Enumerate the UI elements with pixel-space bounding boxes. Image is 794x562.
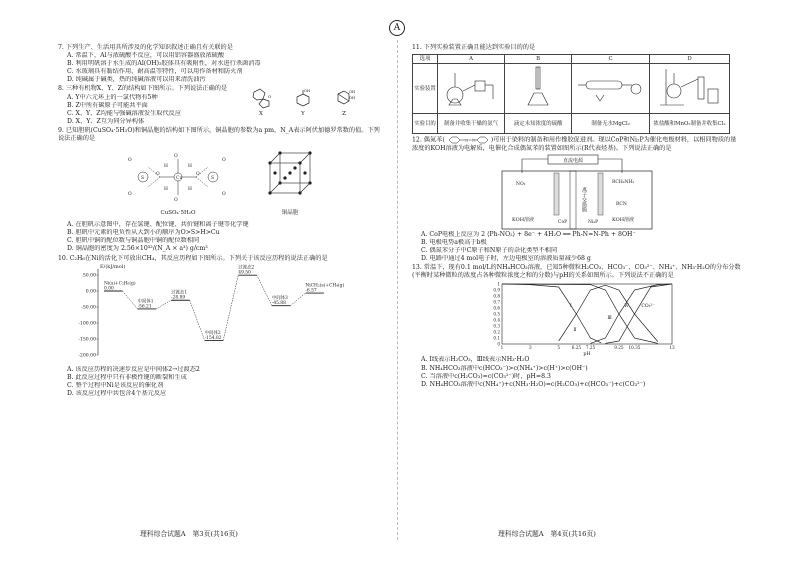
energy-state-name: 过渡态1 [171, 290, 188, 296]
q12-option-a: A. CoP电极上反应为 2 ⟨Ph-NO₂⟩ + 8e⁻ + 4H₂O ══ Ph-N=N-Ph + 8OH⁻ [421, 230, 636, 238]
copper-cell-drawing [262, 145, 318, 209]
energy-y-tick: -200.00 [78, 353, 96, 359]
molecule-y [292, 88, 314, 118]
question-10 [58, 255, 384, 399]
power-source-label: 直流电源 [562, 157, 584, 164]
q13-option-b: B. NH₄HCO₃溶液中c(HCO₃⁻)>c(NH₄⁺)>c(H⁺)>c(OH⁻) [421, 364, 588, 372]
q13-option-d: D. NH₄HCO₃溶液中c(NH₄⁺)+c(NH₃·H₂O)=c(H₂CO₃)+c(HCO₃⁻)+c(CO₃²⁻) [421, 380, 646, 388]
purpose-a: 制备并收集干燥的氨气 [438, 114, 505, 134]
svg-text:O: O [174, 154, 178, 160]
energy-state-name: 过渡态2 [238, 265, 255, 271]
q7-option-b: B. 利用明矾溶于水生成的Al(OH)₃胶体具有吸附性，对水进行杀菌消毒 [67, 60, 261, 68]
dist-series-line [605, 284, 672, 343]
svg-text:Cu: Cu [176, 176, 183, 182]
svg-text:H: H [164, 187, 168, 193]
energy-state-value: 0.00 [104, 286, 114, 292]
energy-y-tick: 0.00 [85, 289, 96, 295]
dist-series-label: Ⅱ [573, 328, 577, 334]
dist-x-tick: 5 [557, 345, 561, 351]
molecule-z [332, 88, 356, 118]
svg-text:S: S [211, 176, 215, 182]
question-7 [58, 44, 384, 84]
q7-option-a: A. 常温下，Al与浓硫酸不反应，可以用铝容器盛放浓硫酸 [67, 52, 225, 60]
dist-y-tick: 0.5 [493, 311, 500, 317]
q9-option-b: B. 胆矾中元素的电负性从大到小的顺序为O>S>H>Cu [67, 229, 220, 237]
q8-option-d: D. X、Y、Z互为同分异构体 [67, 117, 145, 125]
column-divider [397, 40, 398, 540]
q12-option-c: C. 偶氮苯分子中C原子和N原子的杂化类型不相同 [421, 247, 558, 255]
molecule-x [248, 88, 274, 118]
apparatus-d-drawing [654, 65, 724, 109]
energy-connector [122, 291, 137, 309]
svg-text:H: H [188, 164, 192, 170]
dist-y-tick: 0.8 [493, 293, 500, 299]
apparatus-d [649, 64, 729, 114]
q10-option-b: B. 此反应过程中只有非极性键的断裂和生成 [67, 373, 187, 381]
energy-state-name: 中间体3 [271, 295, 288, 301]
energy-connector [190, 300, 205, 340]
q8-option-a: A. Y中六元环上的一氯代物有5种 [67, 93, 158, 101]
right-column [412, 44, 742, 390]
apparatus-a-drawing [441, 65, 501, 109]
energy-y-tick: -50.00 [81, 305, 96, 311]
dist-x-tick: 1 [500, 345, 504, 351]
dist-series-label: Ⅳ [624, 304, 629, 310]
energy-profile-chart [58, 263, 358, 363]
left-column [58, 44, 384, 399]
energy-y-axis-label: E/(kJ/mol) [100, 263, 126, 270]
question-9-stem: 9. 已知胆矾(CuSO₄·5H₂O)和铜晶胞的结构如下图所示，铜晶胞的参数为a pm，N_A表示阿伏加德罗常数的值。下列说法正确的是 [58, 126, 380, 143]
table-header-a: A [438, 55, 505, 64]
dist-x-tick: 3 [528, 345, 532, 351]
membrane-label: 离子交换膜 [581, 186, 587, 212]
energy-state-value: -6.57 [305, 288, 317, 294]
electrode-left [554, 173, 559, 215]
q8-structures [248, 88, 356, 118]
energy-connector [290, 293, 305, 306]
dist-y-tick: 0.3 [493, 323, 500, 329]
svg-text:OH: OH [349, 95, 356, 100]
svg-text:O: O [174, 198, 178, 204]
dist-y-tick: 0.1 [493, 335, 500, 341]
copper-cell-label: 铜晶胞 [281, 210, 299, 217]
experiment-table-header [413, 55, 730, 64]
energy-state-name: Ni(s)+C₂H₆(g) [104, 281, 136, 287]
energy-state-value: -56.21 [137, 304, 152, 310]
question-12-stem-end: )可用于染料的制备和用作橡胶促进剂。现以CoP和Ni₂P为催化电极材料，以相同物质的量浓度的KOH溶液为电解质，电催化合成偶氮苯的装置如图所示(R代表烃基)。下列说法正确的是 [412, 136, 737, 152]
footer-right: 理科综合试题A 第4页(共16页) [498, 530, 596, 538]
apparatus-b-drawing [508, 65, 568, 109]
table-header-b: B [505, 55, 572, 64]
q12-option-d: D. 电路中通过4 mol电子时，左边电极室的溶液质量减少68 g [421, 255, 591, 263]
svg-text:H: H [188, 187, 192, 193]
experiment-purpose-row [413, 114, 730, 134]
apparatus-a [438, 64, 505, 114]
svg-text:O: O [268, 93, 272, 99]
dist-series-label: Ⅰ [570, 304, 572, 310]
q9-figures [118, 145, 384, 219]
electrolysis-cell-diagram [492, 153, 692, 231]
dist-x-tick: 10.35 [628, 345, 641, 351]
distribution-fraction-chart [482, 280, 682, 356]
left-solution-label: KOH溶液 [512, 216, 535, 223]
svg-text:OH: OH [349, 89, 356, 94]
dist-y-tick: 1 [497, 281, 500, 287]
nitro-group-label: NO₂ [516, 181, 526, 187]
dist-y-tick: 0.4 [493, 317, 500, 323]
energy-connector [257, 275, 272, 306]
apparatus-c [572, 64, 650, 114]
dist-x-tick: 6.25 [571, 345, 582, 351]
copper-unit-cell [262, 145, 318, 219]
electrode-right [598, 173, 603, 215]
purpose-c: 制备无水MgCl₂ [572, 114, 650, 134]
dist-y-tick: 0.7 [493, 299, 500, 305]
question-7-stem: 7. 下列生产、生活用具所涉及的化学知识叙述正确且有关联的是 [58, 44, 233, 51]
experiment-apparatus-row [413, 64, 730, 114]
amine-label: RCH₂NH₂ [612, 179, 635, 185]
energy-y-tick: 50.00 [82, 273, 96, 279]
table-header-c: C [572, 55, 650, 64]
energy-state-value: 49.50 [238, 270, 251, 276]
chalcanthite-drawing [118, 145, 238, 209]
svg-text:O: O [222, 158, 226, 164]
purpose-d: 浓盐酸和MnO₂制备并收集Cl₂ [649, 114, 729, 134]
molecule-y-drawing [292, 88, 314, 110]
paper-version-badge: A [389, 20, 405, 36]
question-12-stem-start: 12. 偶氮苯( [412, 136, 445, 144]
svg-text:N=N: N=N [464, 137, 476, 143]
q10-option-d: D. 该反应过程中共包含4个基元反应 [67, 389, 167, 397]
right-solution-label: KOH溶液 [612, 216, 635, 223]
energy-state-name: NiCH₂(s)+CH₄(g) [305, 283, 345, 289]
energy-state-value: -28.89 [171, 295, 186, 301]
electrode-right-label: Ni₂P [588, 219, 599, 225]
dist-series-line [591, 284, 673, 343]
molecule-x-drawing [248, 88, 274, 110]
energy-state-value: -154.82 [204, 335, 222, 341]
dist-series-line [502, 284, 601, 343]
footer-left: 理科综合试题A 第3页(共16页) [140, 530, 238, 538]
svg-text:S: S [141, 176, 145, 182]
apparatus-c-drawing [576, 65, 646, 109]
energy-state-name: 中间体1 [137, 299, 154, 305]
svg-text:OH: OH [304, 88, 311, 93]
ion-membrane [570, 171, 576, 229]
q7-option-d: D. 纯碱属于碱类，热的纯碱溶液可以用来清洗油污 [67, 76, 206, 84]
azobenzene-structure [445, 136, 491, 144]
svg-text:O: O [196, 172, 200, 178]
dist-x-tick: 13 [669, 345, 675, 351]
chalcanthite-label: CuSO₄·5H₂O [160, 210, 196, 217]
molecule-z-drawing [332, 88, 356, 110]
dist-series-label: Ⅲ [607, 316, 612, 322]
svg-text:O: O [222, 192, 226, 198]
question-13 [412, 264, 742, 389]
q8-option-b: B. Z中所有碳原子可能共平面 [67, 101, 148, 109]
question-12-stem [412, 136, 742, 153]
question-10-stem: 10. C₂H₆在Ni的活化下可放出CH₄，其反应历程如下图所示。下列关于该反应历程的说法正确的是 [58, 254, 328, 262]
energy-y-tick: -100.00 [78, 321, 96, 327]
question-11 [412, 44, 742, 134]
svg-text:O: O [128, 158, 132, 164]
dist-x-tick: 7.25 [585, 345, 596, 351]
q13-option-a: A. Ⅰ线表示H₂CO₃，Ⅲ线表示NH₃·H₂O [421, 356, 530, 364]
dist-x-tick: 9.25 [614, 345, 624, 351]
energy-connector [156, 300, 171, 309]
dist-y-tick: 0 [497, 341, 500, 347]
question-12 [412, 136, 742, 263]
electrode-left-label: CoP [558, 219, 568, 225]
dist-y-tick: 0.9 [493, 287, 500, 293]
table-header-d: D [649, 55, 729, 64]
q9-option-a: A. 在胆矾示意图中，存在氢键、配位键、共价键和离子键等化学键 [67, 221, 249, 229]
svg-text:O: O [128, 192, 132, 198]
q9-option-d: D. 铜晶胞的密度为 2.56×10³²/(N_A × a³) g/cm³ [67, 245, 208, 253]
question-9 [58, 127, 384, 254]
energy-connector [223, 275, 238, 340]
apparatus-row-label: 实验装置 [413, 64, 438, 114]
q12-option-b: B. 电极电势a极高于b极 [421, 238, 487, 246]
question-11-stem: 11. 下列实验装置正确且能达到实验目的的是 [412, 44, 536, 51]
dist-plot-frame [502, 284, 672, 344]
nitrile-label: RCN [616, 201, 627, 207]
q10-option-c: C. 整个过程中Ni是该反应的催化剂 [67, 381, 164, 389]
energy-state-name: 中间体2 [204, 330, 221, 336]
purpose-row-label: 实验目的 [413, 114, 438, 134]
purpose-b: 滴定未知浓度的硫酸 [505, 114, 572, 134]
energy-y-tick: -150.00 [78, 337, 96, 343]
q9-option-c: C. 胆矾中铜的配位数与铜晶胞中铜的配位数相同 [67, 237, 200, 245]
q13-option-c: C. 当溶液中c(H₂CO₃)=c(CO₃²⁻)时，pH=8.3 [421, 372, 551, 380]
molecule-x-label: X [259, 110, 263, 117]
dist-x-axis-label: pH [583, 352, 591, 357]
dist-y-tick: 0.2 [493, 329, 500, 335]
table-header-option: 选项 [413, 55, 438, 64]
question-8 [58, 85, 384, 125]
apparatus-b [505, 64, 572, 114]
dist-y-tick: 0.6 [493, 305, 500, 311]
question-8-stem: 8. 三种有机物X、Y、Z的结构如下图所示。下列说法正确的是 [58, 85, 228, 93]
q10-option-a: A. 该反应历程的决速步反应是中间体2→过渡态2 [67, 365, 200, 373]
question-13-stem: 13. 常温下，现有0.1 mol/L的NH₄HCO₃溶液，已知5种微粒H₂CO₃、HCO₃⁻、CO₃²⁻、NH₄⁺、NH₃·H₂O的分布分数(平衡时某种微粒的浓度占各种微粒浓度之和的分数)与pH的关系如图所示。下列说法不正确的是 [412, 264, 741, 280]
energy-state-value: -45.88 [271, 300, 286, 306]
svg-text:H: H [164, 164, 168, 170]
experiment-table [412, 54, 730, 134]
svg-text:O: O [156, 172, 160, 178]
dist-series-label: CO₃²⁻ [641, 304, 655, 310]
molecule-z-label: Z [342, 110, 346, 117]
chalcanthite-structure [118, 145, 238, 219]
q8-option-c: C. X、Y、Z均能与强碱溶液发生取代反应 [67, 109, 182, 117]
q7-option-c: C. 水玻璃具有黏结作用，耐高温等特性，可以用作备材和防火剂 [67, 68, 243, 76]
molecule-y-label: Y [301, 110, 305, 117]
